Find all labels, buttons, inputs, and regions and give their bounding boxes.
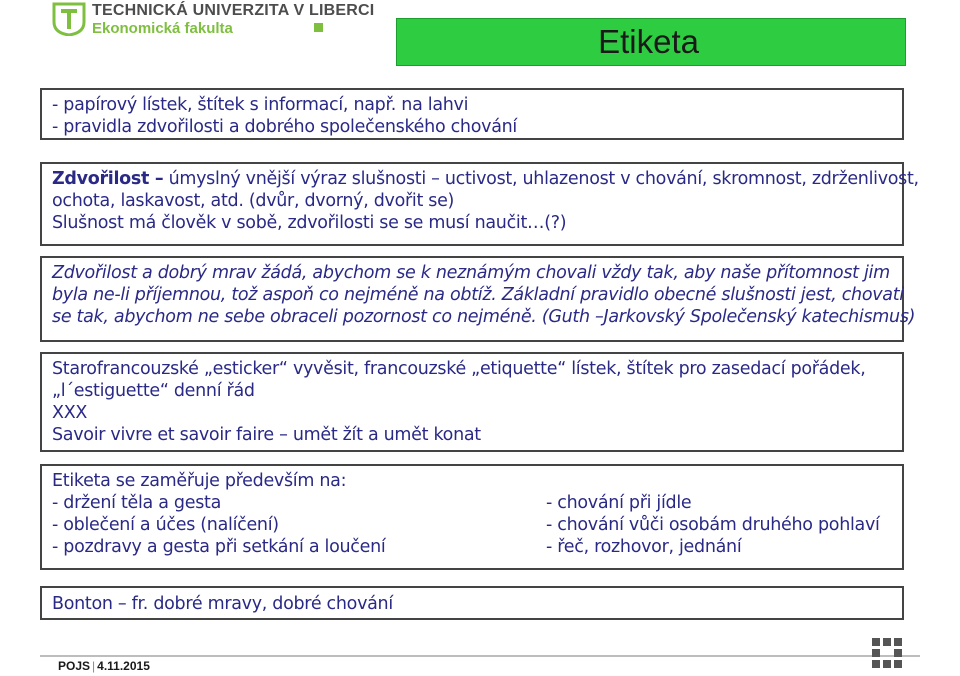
courtesy-line-1	[52, 168, 919, 190]
courtesy-term: Zdvořilost –	[52, 169, 164, 189]
focus-item-right: - chování vůči osobám druhého pohlaví	[546, 515, 880, 535]
focus-row	[52, 492, 892, 514]
focus-item-right: - řeč, rozhovor, jednání	[546, 537, 742, 557]
tul-logo-icon	[52, 2, 86, 36]
footer-date: 4.11.2015	[97, 659, 150, 673]
bonton-line: Bonton – fr. dobré mravy, dobré chování	[52, 594, 393, 614]
quote-box	[40, 256, 916, 342]
focus-row	[52, 514, 892, 536]
etymology-box	[40, 352, 904, 452]
focus-row	[52, 536, 892, 558]
university-name: TECHNICKÁ UNIVERZITA V LIBERCI	[92, 2, 375, 19]
footer-separator: |	[92, 659, 96, 673]
etymology-line-2: „l´estiguette“ denní řád	[52, 381, 255, 401]
footer	[58, 659, 150, 673]
pattern-logo-icon	[872, 638, 902, 668]
etymology-line-1: Starofrancouzské „esticker“ vyvěsit, francouzské „etiquette“ lístek, štítek pro zasedací pořádek,	[52, 359, 866, 379]
focus-item-left: - držení těla a gesta	[52, 493, 221, 513]
focus-heading: Etiketa se zaměřuje především na:	[52, 471, 347, 491]
courtesy-line-3: Slušnost má člověk v sobě, zdvořilosti se se musí naučit…(?)	[52, 213, 567, 233]
courtesy-box	[40, 162, 919, 246]
logo-square-icon	[314, 23, 323, 32]
page-title: Etiketa	[598, 23, 699, 60]
faculty-name: Ekonomická fakulta	[92, 20, 233, 37]
courtesy-line-2: ochota, laskavost, atd. (dvůr, dvorný, dvořit se)	[52, 191, 455, 211]
footer-code: POJS	[58, 659, 91, 673]
title-banner	[396, 18, 906, 66]
quote-line-1: Zdvořilost a dobrý mrav žádá, abychom se k neznámým chovali vždy tak, aby naše přítomnost jim	[52, 263, 890, 283]
courtesy-definition: úmyslný vnější výraz slušnosti – uctivost, uhlazenost v chování, skromnost, zdrženlivost,	[163, 169, 919, 189]
etymology-line-4: Savoir vivre et savoir faire – umět žít a umět konat	[52, 425, 481, 445]
university-logo	[52, 2, 375, 42]
quote-line-2: byla ne-li příjemnou, tož aspoň co nejméně na obtíž. Základní pravidlo obecné slušnosti jest, chovati	[52, 285, 904, 305]
footer-divider	[40, 655, 920, 657]
bonton-box	[40, 586, 904, 620]
focus-item-right: - chování při jídle	[546, 493, 692, 513]
definition-box	[40, 88, 904, 140]
etymology-line-3: XXX	[52, 403, 88, 423]
quote-line-3: se tak, abychom ne sebe obraceli pozornost co nejméně. (Guth –Jarkovský Společenský katechismus)	[52, 307, 916, 327]
focus-box	[40, 464, 904, 570]
focus-item-left: - pozdravy a gesta při setkání a loučení	[52, 537, 386, 557]
definition-line-1: - papírový lístek, štítek s informací, např. na lahvi	[52, 95, 469, 115]
definition-line-2: - pravidla zdvořilosti a dobrého společenského chování	[52, 117, 517, 137]
focus-item-left: - oblečení a účes (nalíčení)	[52, 515, 279, 535]
